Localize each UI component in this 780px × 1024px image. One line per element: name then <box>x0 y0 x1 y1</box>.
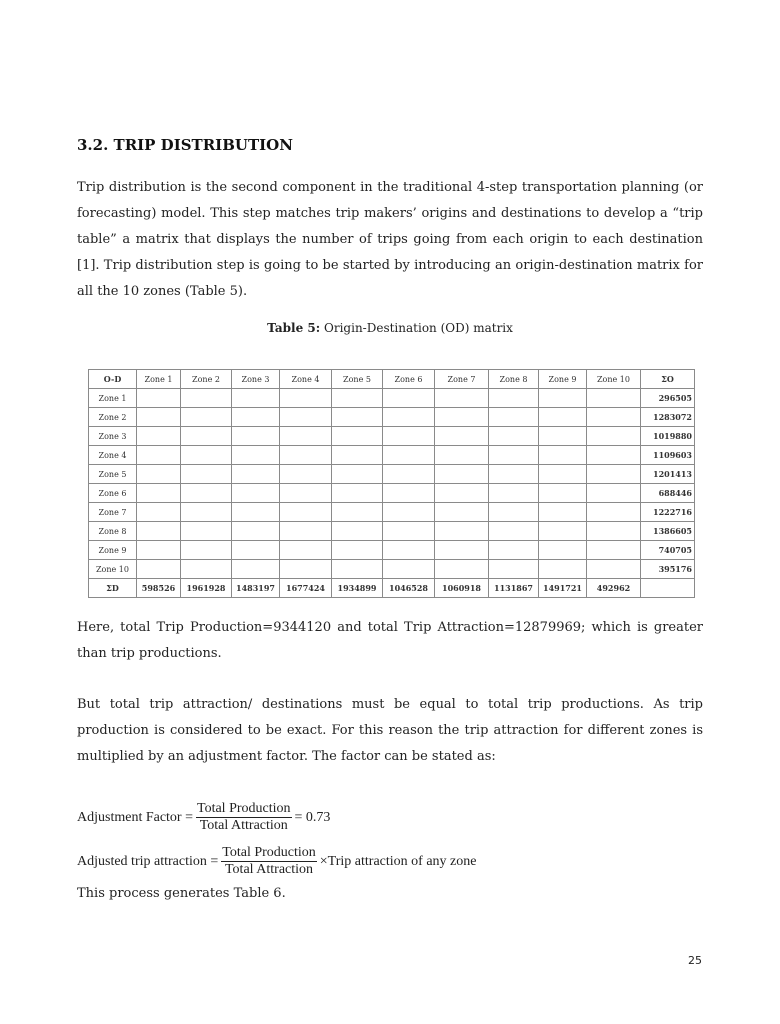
od-cell <box>232 389 280 408</box>
od-cell <box>489 389 539 408</box>
od-cell <box>489 465 539 484</box>
row-label: Zone 7 <box>89 503 137 522</box>
row-label: Zone 2 <box>89 408 137 427</box>
od-cell <box>435 484 489 503</box>
od-cell <box>435 541 489 560</box>
od-cell <box>232 503 280 522</box>
page-number: 25 <box>688 954 702 967</box>
table-row <box>89 427 695 446</box>
od-cell <box>280 541 332 560</box>
od-cell <box>232 427 280 446</box>
column-header: Zone 10 <box>587 370 641 389</box>
od-cell <box>137 427 181 446</box>
od-cell <box>383 503 435 522</box>
production-attraction-fraction <box>196 801 292 834</box>
od-cell <box>137 389 181 408</box>
origin-sum-cell: 688446 <box>641 484 695 503</box>
total-row-label: ΣD <box>89 579 137 598</box>
table-caption-label: Table 5: <box>267 321 321 335</box>
od-cell <box>280 465 332 484</box>
od-cell <box>539 560 587 579</box>
od-cell <box>181 560 232 579</box>
od-cell <box>587 408 641 427</box>
od-cell <box>539 541 587 560</box>
table-row <box>89 503 695 522</box>
od-cell <box>232 465 280 484</box>
section-heading: 3.2. TRIP DISTRIBUTION <box>77 136 293 154</box>
adjustment-factor-formula <box>77 801 330 834</box>
origin-sum-cell: 740705 <box>641 541 695 560</box>
origin-sum-cell: 1109603 <box>641 446 695 465</box>
od-cell <box>435 522 489 541</box>
grand-total-cell <box>641 579 695 598</box>
od-cell <box>181 408 232 427</box>
od-cell <box>383 522 435 541</box>
row-label: Zone 1 <box>89 389 137 408</box>
od-cell <box>587 503 641 522</box>
destination-total-row <box>89 579 695 598</box>
od-cell <box>137 522 181 541</box>
od-cell <box>137 560 181 579</box>
od-cell <box>383 427 435 446</box>
destination-total-cell: 492962 <box>587 579 641 598</box>
od-cell <box>137 484 181 503</box>
od-cell <box>435 446 489 465</box>
column-header: Zone 4 <box>280 370 332 389</box>
row-label: Zone 3 <box>89 427 137 446</box>
table-body <box>89 389 695 598</box>
od-cell <box>435 408 489 427</box>
od-cell <box>232 522 280 541</box>
destination-total-cell: 1677424 <box>280 579 332 598</box>
origin-sum-cell: 1222716 <box>641 503 695 522</box>
od-cell <box>587 522 641 541</box>
od-cell <box>539 503 587 522</box>
adjusted-attraction-formula <box>77 845 476 878</box>
od-cell <box>539 522 587 541</box>
origin-sum-cell: 296505 <box>641 389 695 408</box>
table-row <box>89 484 695 503</box>
adjusted-attraction-label: Adjusted trip attraction = <box>77 853 219 869</box>
od-cell <box>332 408 383 427</box>
od-cell <box>435 560 489 579</box>
adjustment-factor-label: Adjustment Factor = <box>77 809 193 825</box>
od-cell <box>137 408 181 427</box>
destination-total-cell: 1483197 <box>232 579 280 598</box>
od-cell <box>332 541 383 560</box>
od-cell <box>539 389 587 408</box>
od-cell <box>137 446 181 465</box>
od-cell <box>332 503 383 522</box>
od-cell <box>489 522 539 541</box>
totals-paragraph: Here, total Trip Production=9344120 and total Trip Attraction=12879969; which is greater than trip productions. <box>77 620 703 661</box>
column-header: Zone 7 <box>435 370 489 389</box>
od-cell <box>539 427 587 446</box>
od-cell <box>181 503 232 522</box>
od-cell <box>232 560 280 579</box>
od-cell <box>489 484 539 503</box>
od-cell <box>232 446 280 465</box>
od-cell <box>181 484 232 503</box>
column-header: Zone 8 <box>489 370 539 389</box>
origin-sum-cell: 1386605 <box>641 522 695 541</box>
od-cell <box>383 389 435 408</box>
row-label: Zone 5 <box>89 465 137 484</box>
od-cell <box>539 446 587 465</box>
fraction-numerator: Total Production <box>222 845 316 860</box>
destination-total-cell: 1491721 <box>539 579 587 598</box>
table-row <box>89 446 695 465</box>
od-cell <box>181 541 232 560</box>
origin-sum-cell: 1019880 <box>641 427 695 446</box>
fraction-denominator: Total Attraction <box>199 818 288 833</box>
od-cell <box>435 389 489 408</box>
od-cell <box>383 541 435 560</box>
od-cell <box>383 408 435 427</box>
table-row <box>89 560 695 579</box>
od-cell <box>383 484 435 503</box>
table-row <box>89 541 695 560</box>
table-caption <box>0 321 780 335</box>
row-label: Zone 10 <box>89 560 137 579</box>
od-cell <box>435 503 489 522</box>
od-cell <box>587 484 641 503</box>
row-label: Zone 8 <box>89 522 137 541</box>
table-row <box>89 465 695 484</box>
od-cell <box>383 560 435 579</box>
od-cell <box>383 465 435 484</box>
table-header-row <box>89 370 695 389</box>
od-cell <box>280 408 332 427</box>
od-cell <box>181 465 232 484</box>
od-cell <box>489 446 539 465</box>
od-cell <box>587 541 641 560</box>
table-row <box>89 389 695 408</box>
od-cell <box>280 560 332 579</box>
table-row <box>89 408 695 427</box>
adjustment-paragraph: But total trip attraction/ destinations must be equal to total trip productions. As trip production is considered to be exact. For this reason the trip attraction for different zones is multiplied by an adjustment factor. The factor can be stated as: <box>77 697 703 764</box>
od-cell <box>181 427 232 446</box>
od-cell <box>332 446 383 465</box>
od-cell <box>489 408 539 427</box>
table-row <box>89 522 695 541</box>
od-cell <box>280 484 332 503</box>
od-cell <box>332 389 383 408</box>
column-header: Zone 9 <box>539 370 587 389</box>
od-cell <box>489 503 539 522</box>
destination-total-cell: 1131867 <box>489 579 539 598</box>
od-cell <box>383 446 435 465</box>
od-cell <box>539 484 587 503</box>
row-label: Zone 4 <box>89 446 137 465</box>
column-header: Zone 2 <box>181 370 232 389</box>
od-cell <box>489 541 539 560</box>
od-cell <box>332 522 383 541</box>
sum-origin-header: ΣO <box>641 370 695 389</box>
adjusted-attraction-suffix: ×Trip attraction of any zone <box>319 853 477 869</box>
row-label: Zone 6 <box>89 484 137 503</box>
od-cell <box>280 389 332 408</box>
od-cell <box>280 522 332 541</box>
od-cell <box>587 427 641 446</box>
od-cell <box>280 503 332 522</box>
od-cell <box>181 389 232 408</box>
origin-sum-cell: 1283072 <box>641 408 695 427</box>
od-cell <box>280 427 332 446</box>
od-cell <box>539 465 587 484</box>
column-header: Zone 1 <box>137 370 181 389</box>
destination-total-cell: 598526 <box>137 579 181 598</box>
od-cell <box>587 446 641 465</box>
destination-total-cell: 1060918 <box>435 579 489 598</box>
od-cell <box>280 446 332 465</box>
column-header: Zone 5 <box>332 370 383 389</box>
od-corner-header: O-D <box>89 370 137 389</box>
column-header: Zone 6 <box>383 370 435 389</box>
od-cell <box>137 465 181 484</box>
od-cell <box>332 484 383 503</box>
od-cell <box>232 541 280 560</box>
destination-total-cell: 1934899 <box>332 579 383 598</box>
adjustment-factor-result: = 0.73 <box>294 809 331 825</box>
od-cell <box>587 389 641 408</box>
fraction-numerator: Total Production <box>197 801 291 816</box>
od-cell <box>232 484 280 503</box>
od-cell <box>137 503 181 522</box>
production-attraction-fraction <box>221 845 317 878</box>
od-cell <box>181 446 232 465</box>
closing-sentence: This process generates Table 6. <box>77 886 286 901</box>
od-cell <box>587 560 641 579</box>
column-header: Zone 3 <box>232 370 280 389</box>
row-label: Zone 9 <box>89 541 137 560</box>
od-cell <box>435 465 489 484</box>
origin-sum-cell: 1201413 <box>641 465 695 484</box>
od-cell <box>332 427 383 446</box>
od-cell <box>181 522 232 541</box>
fraction-denominator: Total Attraction <box>224 862 314 877</box>
od-matrix-table <box>88 369 695 598</box>
od-cell <box>539 408 587 427</box>
od-cell <box>232 408 280 427</box>
od-cell <box>587 465 641 484</box>
od-cell <box>435 427 489 446</box>
origin-sum-cell: 395176 <box>641 560 695 579</box>
od-cell <box>332 560 383 579</box>
destination-total-cell: 1961928 <box>181 579 232 598</box>
intro-paragraph: Trip distribution is the second component in the traditional 4-step transportation planning (or forecasting) model. This step matches trip makers’ origins and destinations to develop a “trip table” a matrix that displays the number of trips going from each origin to each destination [1]. Trip distribution step is going to be started by introducing an origin-destination matrix for all the 10 zones (Table 5). <box>77 180 703 299</box>
table-caption-text: Origin-Destination (OD) matrix <box>324 321 513 335</box>
od-cell <box>489 560 539 579</box>
destination-total-cell: 1046528 <box>383 579 435 598</box>
od-cell <box>332 465 383 484</box>
od-cell <box>137 541 181 560</box>
od-cell <box>489 427 539 446</box>
